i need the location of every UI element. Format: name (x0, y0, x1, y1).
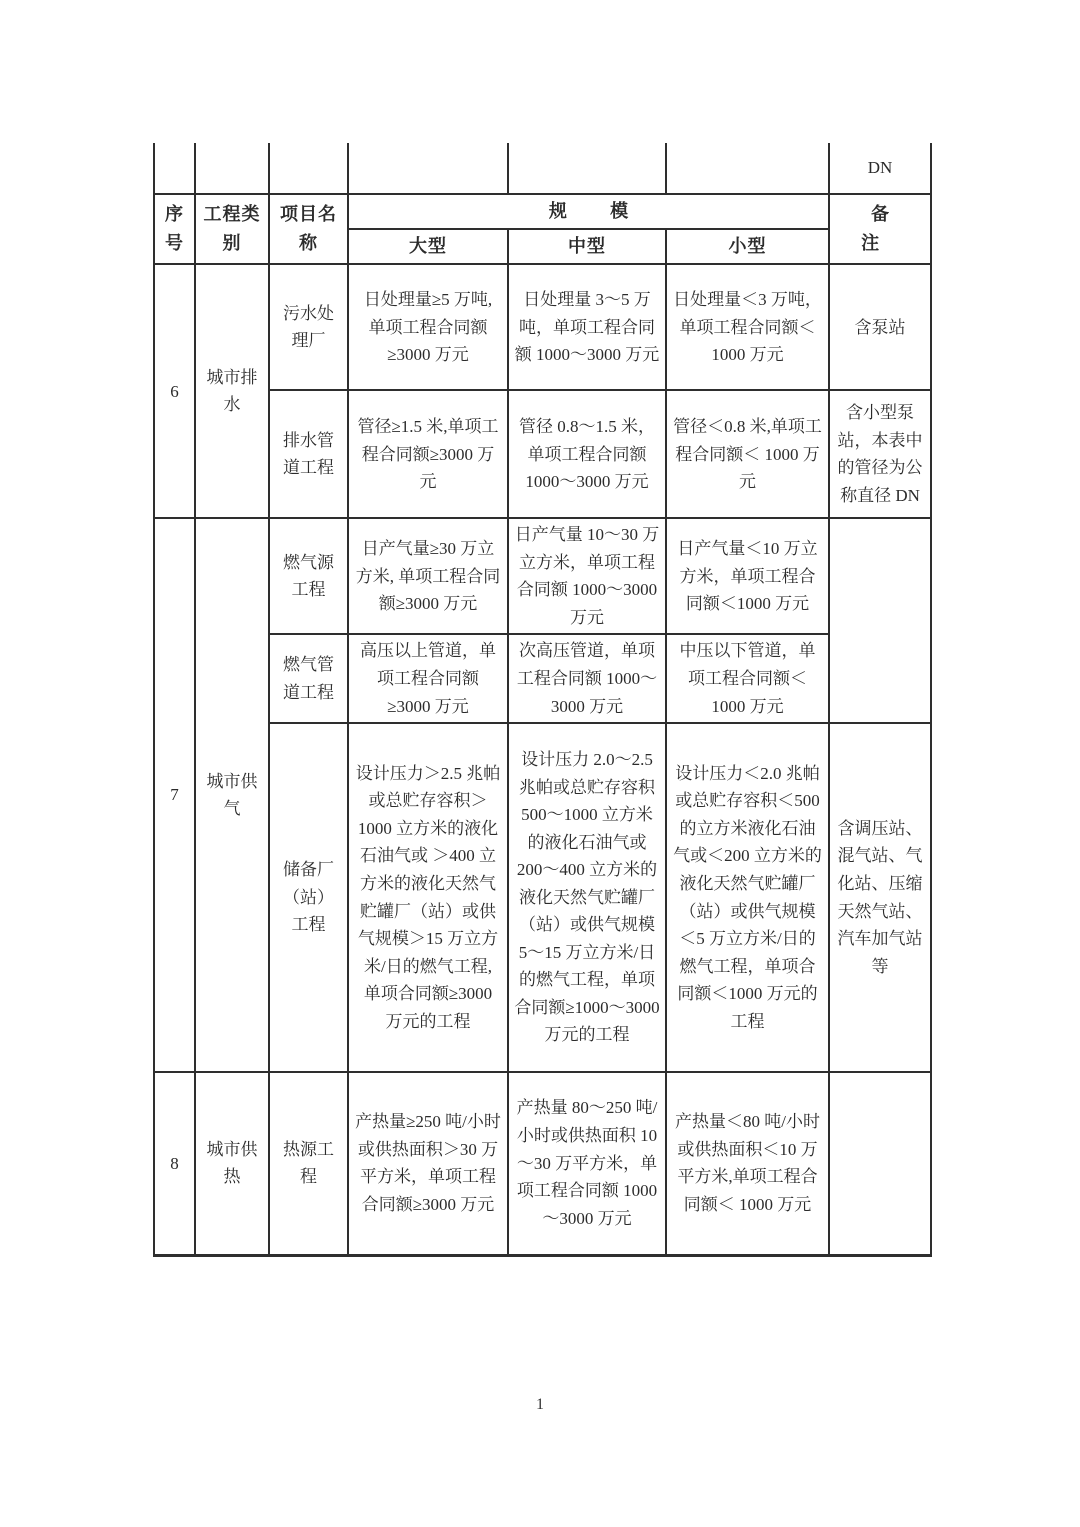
cell-small: 日处理量＜3 万吨，单项工程合同额＜1000 万元 (666, 264, 829, 390)
header-scale-label: 规模 (548, 201, 672, 221)
cell-large: 管径≥1.5 米,单项工程合同额≥3000 万元 (348, 390, 508, 518)
cell-project-name: 储备厂（站）工程 (269, 723, 348, 1072)
table-row (154, 264, 931, 390)
table-row (154, 390, 931, 518)
cell-small: 管径＜0.8 米,单项工程合同额＜ 1000 万元 (666, 390, 829, 518)
cell-medium: 日处理量 3～5 万吨，单项工程合同额 1000～3000 万元 (508, 264, 666, 390)
table-row (154, 634, 931, 723)
cell-medium: 设计压力 2.0～2.5 兆帕或总贮存容积 500～1000 立方米的液化石油气或 200～400 立方米的液化天然气贮罐厂（站）或供气规模 5～15 万立方米/日的燃气工程，单项合同额≥1000～3000 万元的工程 (508, 723, 666, 1072)
cell-medium: 管径 0.8～1.5 米，单项工程合同额 1000～3000 万元 (508, 390, 666, 518)
continuation-row (154, 143, 931, 194)
cell-large: 日处理量≥5 万吨, 单项工程合同额≥3000 万元 (348, 264, 508, 390)
cell-category: 城市供气 (195, 518, 269, 1072)
header-row-1 (154, 194, 931, 229)
cell-category: 城市排水 (195, 264, 269, 518)
cell-category: 城市供热 (195, 1072, 269, 1255)
header-category: 工程类别 (195, 194, 269, 264)
cell-small: 日产气量＜10 万立方米，单项工程合同额＜1000 万元 (666, 518, 829, 634)
cell-project-name: 燃气源工程 (269, 518, 348, 634)
table-row (154, 1072, 931, 1255)
cell-remark (829, 518, 931, 723)
cont-small-cell (666, 143, 829, 194)
cell-medium: 日产气量 10～30 万立方米，单项工程合同额 1000～3000 万元 (508, 518, 666, 634)
cell-remark (829, 1072, 931, 1255)
header-small: 小型 (666, 229, 829, 264)
cell-project-name: 燃气管道工程 (269, 634, 348, 723)
page-number: 1 (536, 1396, 544, 1413)
cell-large: 日产气量≥30 万立方米, 单项工程合同额≥3000 万元 (348, 518, 508, 634)
cont-project-cell (269, 143, 348, 194)
cell-large: 设计压力＞2.5 兆帕或总贮存容积＞1000 立方米的液化石油气或 ＞400 立方米的液化天然气贮罐厂（站）或供气规模＞15 万立方米/日的燃气工程, 单项合同额≥3000 万元的工程 (348, 723, 508, 1072)
header-remark-label: 备注 (861, 204, 909, 254)
table-row (154, 518, 931, 634)
cell-seq: 8 (154, 1072, 195, 1255)
cell-project-name: 热源工程 (269, 1072, 348, 1255)
cell-project-name: 排水管道工程 (269, 390, 348, 518)
cell-remark: 含泵站 (829, 264, 931, 390)
cell-project-name: 污水处理厂 (269, 264, 348, 390)
cont-category-cell (195, 143, 269, 194)
header-remark (829, 194, 931, 264)
cell-remark: 含调压站、混气站、气化站、压缩天然气站、汽车加气站等 (829, 723, 931, 1072)
cell-medium: 次高压管道，单项工程合同额 1000～3000 万元 (508, 634, 666, 723)
cell-large: 高压以上管道，单项工程合同额 ≥3000 万元 (348, 634, 508, 723)
cell-remark: 含小型泵站，本表中的管径为公称直径 DN (829, 390, 931, 518)
cell-seq: 7 (154, 518, 195, 1072)
cont-medium-cell (508, 143, 666, 194)
cell-small: 中压以下管道，单项工程合同额＜ 1000 万元 (666, 634, 829, 723)
header-medium: 中型 (508, 229, 666, 264)
cell-small: 设计压力＜2.0 兆帕或总贮存容积＜500 的立方米液化石油气或＜200 立方米的液化天然气贮罐厂（站）或供气规模＜5 万立方米/日的燃气工程，单项合同额＜1000 万元的工程 (666, 723, 829, 1072)
cell-seq: 6 (154, 264, 195, 518)
cell-medium: 产热量 80～250 吨/小时或供热面积 10～30 万平方米，单项工程合同额 1000～3000 万元 (508, 1072, 666, 1255)
cell-large: 产热量≥250 吨/小时或供热面积＞30 万平方米，单项工程合同额≥3000 万元 (348, 1072, 508, 1255)
table-row (154, 723, 931, 1072)
cont-seq-cell (154, 143, 195, 194)
cont-remark-cell: DN (829, 143, 931, 194)
qualification-standard-table (153, 143, 932, 1257)
cont-large-cell (348, 143, 508, 194)
header-large: 大型 (348, 229, 508, 264)
header-seq: 序号 (154, 194, 195, 264)
header-scale (348, 194, 829, 229)
cell-small: 产热量＜80 吨/小时或供热面积＜10 万平方米,单项工程合同额＜ 1000 万元 (666, 1072, 829, 1255)
header-project: 项目名称 (269, 194, 348, 264)
